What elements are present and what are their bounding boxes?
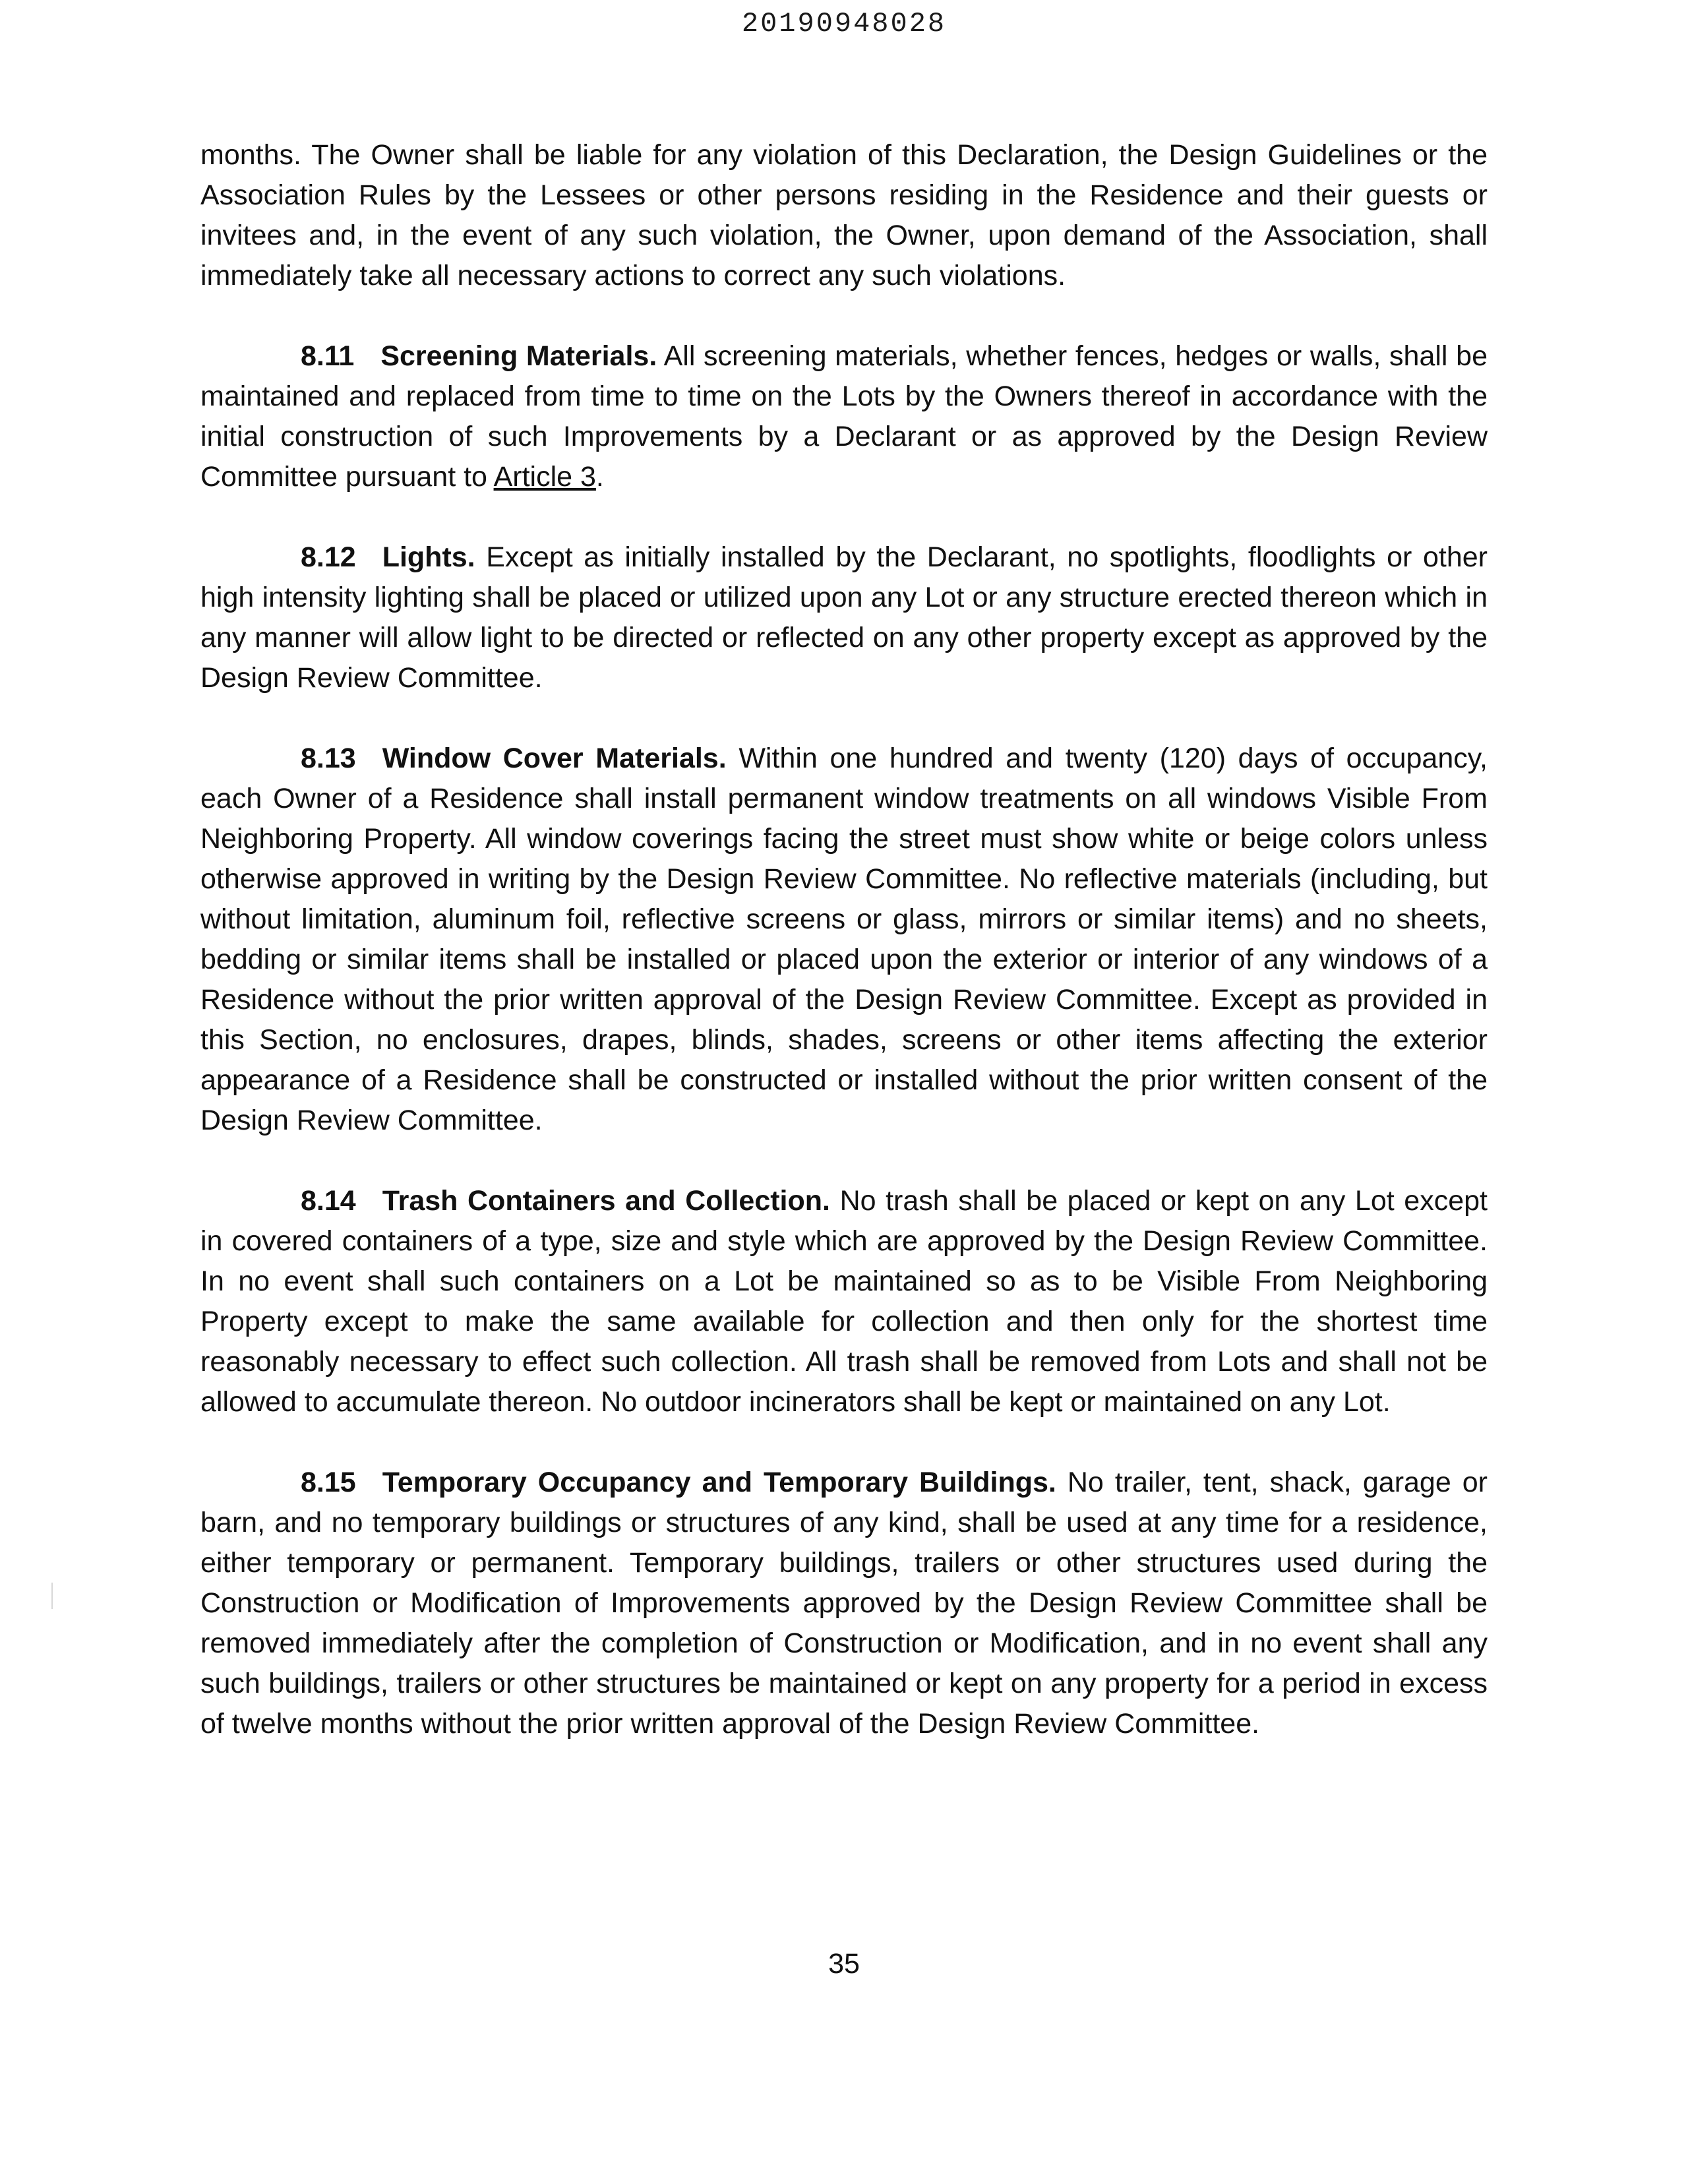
- section-8-11: [200, 336, 1488, 497]
- section-title: Temporary Occupancy and Temporary Buildings.: [382, 1467, 1056, 1498]
- section-text: All screening materials, whether fences, hedges or walls, shall be maintained and replaced from time to time on the Lots by the Owners thereof in accordance with the initial construction of such Improvements by a Declarant or as approved by the Design Review Committee pursuant to: [200, 340, 1488, 493]
- paragraph-continuation: [200, 135, 1488, 296]
- section-title: Window Cover Materials.: [382, 743, 727, 774]
- document-body: [200, 135, 1488, 1784]
- section-text: Except as initially installed by the Declarant, no spotlights, floodlights or other high intensity lighting shall be placed or utilized upon any Lot or any structure erected thereon which in any manner will allow light to be directed or reflected on any other property except as approved by the Design Review Committee.: [200, 541, 1488, 694]
- section-title: Lights.: [382, 541, 475, 573]
- section-number: 8.15: [301, 1467, 356, 1498]
- paragraph-text: months. The Owner shall be liable for any violation of this Declaration, the Design Guidelines or the Association Rules by the Lessees or other persons residing in the Residence and their guests or invitees and, in the event of any such violation, the Owner, upon demand of the Association, shall immediately take all necessary actions to correct any such violations.: [200, 139, 1488, 291]
- section-8-12: [200, 537, 1488, 698]
- document-number: 20190948028: [741, 8, 947, 40]
- section-text: No trailer, tent, shack, garage or barn, and no temporary buildings or structures of any kind, shall be used at any time for a residence, either temporary or permanent. Temporary buildings, trailers or other structures used during the Construction or Modification of Improvements approved by the Design Review Committee shall be removed immediately after the completion of Construction or Modification, and in no event shall any such buildings, trailers or other structures be maintained or kept on any property for a period in excess of twelve months without the prior written approval of the Design Review Committee.: [200, 1467, 1488, 1740]
- section-8-14: [200, 1181, 1488, 1422]
- section-text-end: .: [595, 461, 604, 493]
- section-title: Trash Containers and Collection.: [382, 1185, 830, 1217]
- section-number: 8.14: [301, 1185, 356, 1217]
- section-number: 8.11: [301, 340, 355, 372]
- section-title: Screening Materials.: [380, 340, 657, 372]
- article-3-reference: Article 3: [493, 461, 596, 493]
- section-text: Within one hundred and twenty (120) days of occupancy, each Owner of a Residence shall install permanent window treatments on all windows Visible From Neighboring Property. All window coverings facing the street must show white or beige colors unless otherwise approved in writing by the Design Review Committee. No reflective materials (including, but without limitation, aluminum foil, reflective screens or glass, mirrors or similar items) and no sheets, bedding or similar items shall be installed or placed upon the exterior or interior of any windows of a Residence without the prior written approval of the Design Review Committee. Except as provided in this Section, no enclosures, drapes, blinds, shades, screens or other items affecting the exterior appearance of a Residence shall be constructed or installed without the prior written consent of the Design Review Committee.: [200, 743, 1488, 1136]
- scan-artifact: [51, 1583, 53, 1609]
- section-8-15: [200, 1463, 1488, 1744]
- section-number: 8.12: [301, 541, 356, 573]
- section-number: 8.13: [301, 743, 356, 774]
- section-8-13: [200, 739, 1488, 1141]
- section-text: No trash shall be placed or kept on any Lot except in covered containers of a type, size and style which are approved by the Design Review Committee. In no event shall such containers on a Lot be maintained so as to be Visible From Neighboring Property except to make the same available for collection and then only for the shortest time reasonably necessary to effect such collection. All trash shall be removed from Lots and shall not be allowed to accumulate thereon. No outdoor incinerators shall be kept or maintained on any Lot.: [200, 1185, 1488, 1418]
- page-number: 35: [828, 1948, 860, 1980]
